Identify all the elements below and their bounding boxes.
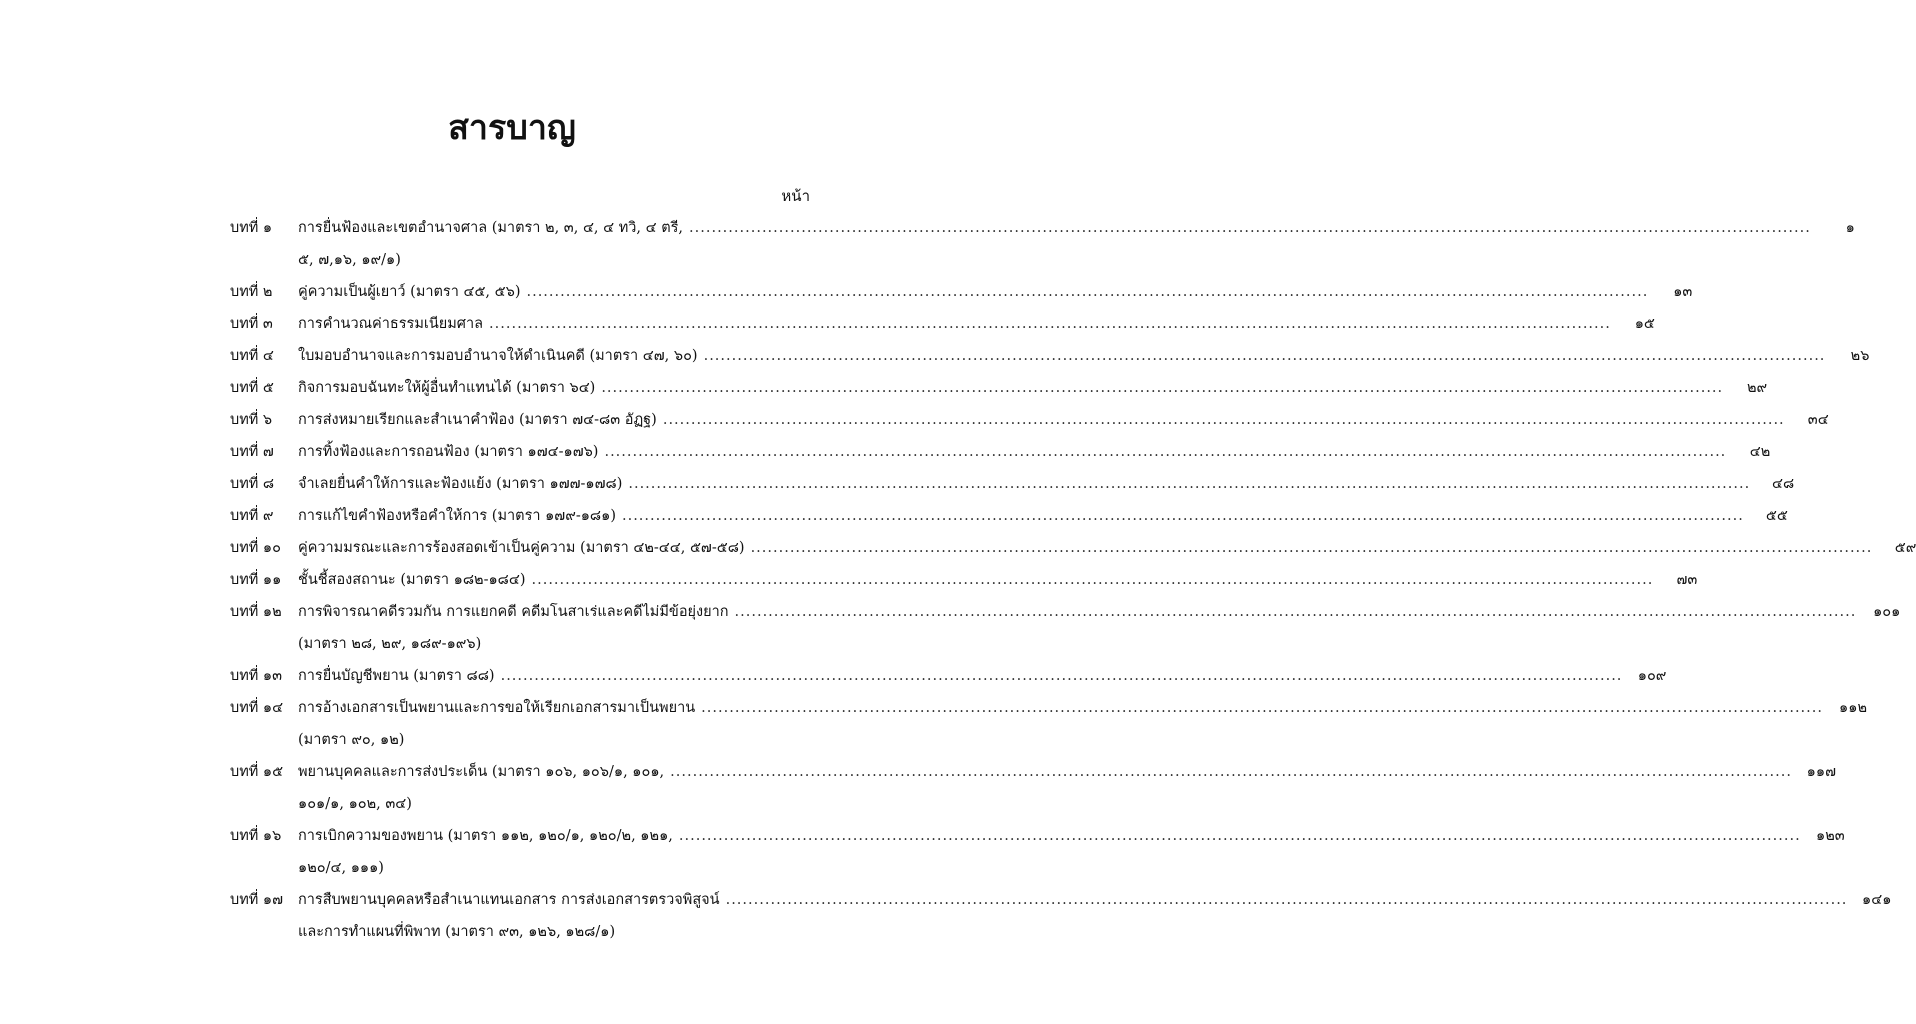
dot-leader: ........................................................................................................................................................................................................ — [734, 604, 1857, 620]
dot-leader: ........................................................................................................................................................................................................ — [750, 540, 1873, 556]
toc-entry — [230, 564, 1698, 596]
chapter-title-line — [298, 820, 1805, 852]
dot-leader: ........................................................................................................................................................................................................ — [628, 476, 1751, 492]
chapter-number: บทที่ ๑๕ — [230, 764, 284, 780]
page-column-label: หน้า — [781, 187, 810, 205]
chapter-title-line — [298, 340, 1829, 372]
page-number: ๑๑๗ — [1806, 764, 1836, 780]
chapter-title-continuation: (มาตรา ๒๘, ๒๙, ๑๘๙-๑๙๖) — [298, 636, 482, 652]
toc-entry — [230, 276, 1693, 308]
chapter-number: บทที่ ๑๗ — [230, 892, 284, 908]
chapter-title-line — [298, 276, 1652, 308]
dot-leader: ........................................................................................................................................................................................................ — [604, 444, 1727, 460]
chapter-title: พยานบุคคลและการส่งประเด็น (มาตรา ๑๐๖, ๑๐๖/๑, ๑๐๑, — [298, 764, 665, 780]
toc-entry — [230, 660, 1667, 692]
chapter-title: การสืบพยานบุคคลหรือสำเนาแทนเอกสาร การส่งเอกสารตรวจพิสูจน์ — [298, 892, 720, 908]
chapter-title-continuation: ๑๒๐/๔, ๑๑๑) — [298, 860, 384, 876]
chapter-number: บทที่ ๘ — [230, 476, 275, 492]
toc-entry — [230, 500, 1788, 532]
toc-entry — [230, 308, 1655, 340]
chapter-number: บทที่ ๒ — [230, 284, 273, 300]
dot-leader: ........................................................................................................................................................................................................ — [601, 380, 1724, 396]
chapter-title-line — [298, 692, 1827, 724]
chapter-title-continuation: ๑๐๑/๑, ๑๐๒, ๓๔) — [298, 796, 412, 812]
chapter-title-line — [298, 532, 1876, 564]
chapter-title: การเบิกความของพยาน (มาตรา ๑๑๒, ๑๒๐/๑, ๑๒๐/๒, ๑๒๑, — [298, 828, 673, 844]
chapter-number: บทที่ ๑๖ — [230, 828, 282, 844]
chapter-title-line — [298, 884, 1851, 916]
chapter-title: การพิจารณาคดีรวมกัน การแยกคดี คดีมโนสาเร่และคดีไม่มีข้อยุ่งยาก — [298, 604, 729, 620]
chapter-title-continuation: (มาตรา ๙๐, ๑๒) — [298, 732, 405, 748]
page-number: ๑๒๓ — [1816, 828, 1845, 844]
table-of-contents — [230, 212, 1916, 948]
chapter-title-line — [298, 212, 1815, 244]
chapter-title: ใบมอบอำนาจและการมอบอำนาจให้ดำเนินคดี (มาตรา ๔๗, ๖๐) — [298, 348, 698, 364]
page-title: สารบาญ — [448, 108, 576, 148]
dot-leader: ........................................................................................................................................................................................................ — [531, 572, 1654, 588]
chapter-number: บทที่ ๓ — [230, 316, 273, 332]
chapter-title-line — [298, 596, 1860, 628]
chapter-title: การยื่นบัญชีพยาน (มาตรา ๘๘) — [298, 668, 495, 684]
chapter-title: การคำนวณค่าธรรมเนียมศาล — [298, 316, 484, 332]
page-number: ๕๙ — [1894, 540, 1916, 556]
chapter-title-line — [298, 468, 1754, 500]
toc-entry — [230, 340, 1870, 372]
page-number: ๑ — [1845, 220, 1855, 236]
page-number: ๑๕ — [1634, 316, 1655, 332]
page-number: ๑๓ — [1673, 284, 1693, 300]
toc-entry — [230, 436, 1771, 468]
page-number: ๓๔ — [1807, 412, 1829, 428]
page-number: ๑๔๑ — [1862, 892, 1892, 908]
chapter-number: บทที่ ๖ — [230, 412, 273, 428]
page-number: ๒๖ — [1850, 348, 1870, 364]
chapter-title: จำเลยยื่นคำให้การและฟ้องแย้ง (มาตรา ๑๗๗-๑๗๘) — [298, 476, 623, 492]
chapter-number: บทที่ ๑๐ — [230, 540, 281, 556]
chapter-number: บทที่ ๕ — [230, 380, 274, 396]
chapter-title-line — [298, 564, 1657, 596]
page-number: ๑๐๙ — [1637, 668, 1667, 684]
page-number: ๑๐๑ — [1873, 604, 1901, 620]
chapter-title-line — [298, 436, 1730, 468]
chapter-title: การยื่นฟ้องและเขตอำนาจศาล (มาตรา ๒, ๓, ๔, ๔ ทวิ, ๔ ตรี, — [298, 220, 684, 236]
dot-leader: ........................................................................................................................................................................................................ — [678, 828, 1801, 844]
chapter-title-line — [298, 500, 1748, 532]
dot-leader: ........................................................................................................................................................................................................ — [689, 220, 1811, 236]
chapter-title-line — [298, 308, 1615, 340]
dot-leader: ........................................................................................................................................................................................................ — [489, 316, 1611, 332]
chapter-number: บทที่ ๗ — [230, 444, 274, 460]
toc-entry — [230, 884, 1892, 948]
chapter-number: บทที่ ๑๓ — [230, 668, 283, 684]
chapter-title: คู่ความมรณะและการร้องสอดเข้าเป็นคู่ความ (มาตรา ๔๒-๔๔, ๕๗-๕๘) — [298, 540, 745, 556]
page-number: ๔๒ — [1749, 444, 1771, 460]
dot-leader: ........................................................................................................................................................................................................ — [500, 668, 1623, 684]
chapter-title: การส่งหมายเรียกและสำเนาคำฟ้อง (มาตรา ๗๔-๘๓ อัฏฐ) — [298, 412, 657, 428]
chapter-number: บทที่ ๑๑ — [230, 572, 282, 588]
toc-entry — [230, 404, 1829, 436]
chapter-title: กิจการมอบฉันทะให้ผู้อื่นทำแทนได้ (มาตรา ๖๔) — [298, 380, 596, 396]
chapter-title: การทิ้งฟ้องและการถอนฟ้อง (มาตรา ๑๗๔-๑๗๖) — [298, 444, 599, 460]
toc-entry — [230, 532, 1916, 564]
chapter-title-line — [298, 660, 1626, 692]
chapter-number: บทที่ ๑ — [230, 220, 273, 236]
chapter-title: การอ้างเอกสารเป็นพยานและการขอให้เรียกเอกสารมาเป็นพยาน — [298, 700, 696, 716]
dot-leader: ........................................................................................................................................................................................................ — [701, 700, 1823, 716]
toc-entry — [230, 468, 1795, 500]
chapter-title-line — [298, 404, 1789, 436]
chapter-number: บทที่ ๔ — [230, 348, 274, 364]
chapter-title: คู่ความเป็นผู้เยาว์ (มาตรา ๔๕, ๕๖) — [298, 284, 521, 300]
chapter-title: ชั้นชี้สองสถานะ (มาตรา ๑๘๒-๑๘๔) — [298, 572, 526, 588]
toc-entry — [230, 756, 1836, 820]
toc-entry — [230, 596, 1901, 660]
dot-leader: ........................................................................................................................................................................................................ — [526, 284, 1649, 300]
chapter-number: บทที่ ๑๒ — [230, 604, 282, 620]
chapter-number: บทที่ ๑๔ — [230, 700, 284, 716]
dot-leader: ........................................................................................................................................................................................................ — [725, 892, 1848, 908]
toc-entry — [230, 372, 1768, 404]
chapter-title-continuation: และการทำแผนที่พิพาท (มาตรา ๙๓, ๑๒๖, ๑๒๘/๑) — [298, 924, 616, 940]
dot-leader: ........................................................................................................................................................................................................ — [662, 412, 1785, 428]
chapter-number: บทที่ ๙ — [230, 508, 274, 524]
toc-entry — [230, 212, 1855, 276]
dot-leader: ........................................................................................................................................................................................................ — [703, 348, 1826, 364]
page-number: ๔๘ — [1772, 476, 1795, 492]
chapter-title-continuation: ๕, ๗,๑๖, ๑๙/๑) — [298, 252, 401, 268]
chapter-title-line — [298, 756, 1796, 788]
dot-leader: ........................................................................................................................................................................................................ — [670, 764, 1792, 780]
page-number: ๕๕ — [1765, 508, 1788, 524]
page-number: ๗๓ — [1676, 572, 1698, 588]
page-number: ๑๑๒ — [1839, 700, 1867, 716]
dot-leader: ........................................................................................................................................................................................................ — [621, 508, 1744, 524]
chapter-title: การแก้ไขคำฟ้องหรือคำให้การ (มาตรา ๑๗๙-๑๘๑) — [298, 508, 616, 524]
toc-entry — [230, 820, 1845, 884]
page-number: ๒๙ — [1746, 380, 1768, 396]
chapter-title-line — [298, 372, 1727, 404]
toc-entry — [230, 692, 1867, 756]
